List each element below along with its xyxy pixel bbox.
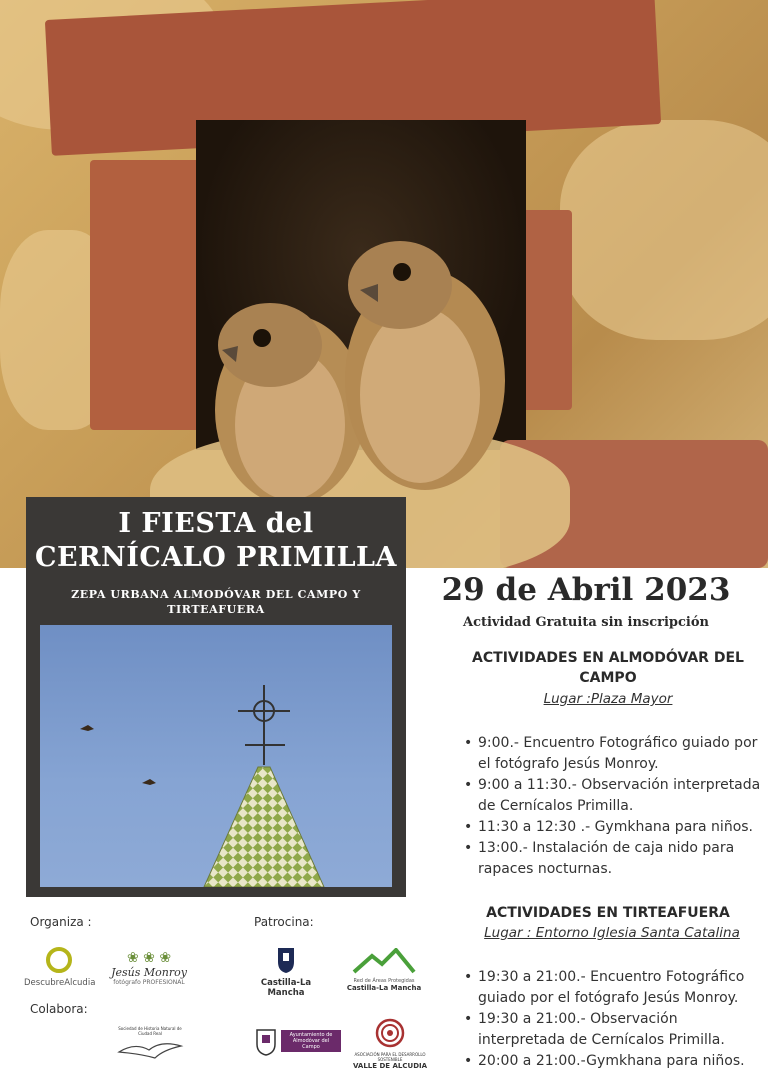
poster-title: I FIESTA del CERNÍCALO PRIMILLA <box>35 508 397 573</box>
colabora-label: Colabora: <box>30 1002 88 1016</box>
logo-red-areas-protegidas <box>346 948 422 992</box>
red-areas-clm-text: Castilla-La Mancha <box>346 984 422 992</box>
section-place-tirteafuera: Lugar : Entorno Iglesia Santa Catalina <box>484 925 740 941</box>
logo-ayuntamiento-almodovar <box>254 1026 346 1056</box>
event-date: 29 de Abril 2023 <box>441 572 731 608</box>
section-title-tirteafuera: ACTIVIDADES EN TIRTEAFUERA <box>486 905 730 921</box>
list-item: • 19:30 a 21:00.- Encuentro Fotográfico guiado por el fotógrafo Jesús Monroy. <box>462 967 762 1009</box>
logo-jesus-monroy <box>106 950 192 986</box>
list-item: • 9:00.- Encuentro Fotográfico guiado por el fotógrafo Jesús Monroy. <box>462 733 762 775</box>
list-item: • 11:30 a 12:30 .- Gymkhana para niños. <box>462 817 762 838</box>
cross-icon <box>238 685 290 765</box>
sociedad-logo-text: Sociedad de Historia Natural de Ciudad Real <box>118 1026 182 1036</box>
monroy-logo-text: Jesús Monroy <box>111 966 187 979</box>
clm-logo-text: Castilla-La Mancha <box>260 978 312 998</box>
asoc-logo-bottom-text: VALLE DE ALCUDIA <box>352 1062 428 1070</box>
descubre-logo-icon <box>39 946 79 974</box>
patrocina-label: Patrocina: <box>254 915 314 929</box>
leaf-icons: ❀ ❀ ❀ <box>126 950 172 966</box>
church-spire-photo <box>40 625 392 887</box>
flying-bird-icon <box>80 725 94 731</box>
logo-asociacion-valle-alcudia <box>348 1018 432 1070</box>
ayuntamiento-logo-text: Ayuntamiento de Almodóvar del Campo <box>281 1030 341 1052</box>
kestrel-right <box>345 241 505 490</box>
logo-descubre-alcudia <box>24 946 94 988</box>
section-place-almodovar: Lugar :Plaza Mayor <box>543 691 673 707</box>
activity-list-almodovar <box>462 733 762 880</box>
section-title-almodovar: ACTIVIDADES EN ALMODÓVAR DEL CAMPO <box>472 650 744 686</box>
logo-castilla-la-mancha <box>248 946 324 998</box>
spire-illustration <box>40 625 392 887</box>
activity-list-tirteafuera <box>462 967 762 1072</box>
monroy-logo-subtext: fotógrafo PROFESIONAL <box>113 979 185 986</box>
asoc-logo-top-text: ASOCIACIÓN PARA EL DESARROLLO SOSTENIBLE <box>354 1052 426 1062</box>
kestrel-left <box>215 303 365 505</box>
spiral-icon <box>375 1018 405 1048</box>
ayuntamiento-crest-icon <box>254 1026 278 1056</box>
clm-shield-icon <box>275 946 297 974</box>
title-panel <box>26 497 406 897</box>
red-areas-text: Red de Áreas Protegidas <box>353 978 415 984</box>
list-item: • 20:00 a 21:00.-Gymkhana para niños. <box>462 1051 762 1072</box>
mountains-icon <box>352 948 416 974</box>
bird-silhouette-icon <box>115 1036 185 1062</box>
list-item: • 19:30 a 21:00.- Observación interpretada de Cernícalos Primilla. <box>462 1009 762 1051</box>
descubre-logo-text: DescubreAlcudia <box>24 978 96 988</box>
logo-sociedad-historia-natural <box>112 1026 188 1066</box>
list-item: • 13:00.- Instalación de caja nido para rapaces nocturnas. <box>462 838 762 880</box>
list-item: • 9:00 a 11:30.- Observación interpretada de Cernícalos Primilla. <box>462 775 762 817</box>
flying-bird-icon <box>142 779 156 785</box>
spire-tiles <box>204 767 324 887</box>
poster-subtitle: ZEPA URBANA ALMODÓVAR DEL CAMPO Y TIRTEAFUERA <box>71 588 361 616</box>
organiza-label: Organiza : <box>30 915 92 929</box>
free-activity-note: Actividad Gratuita sin inscripción <box>462 615 709 630</box>
